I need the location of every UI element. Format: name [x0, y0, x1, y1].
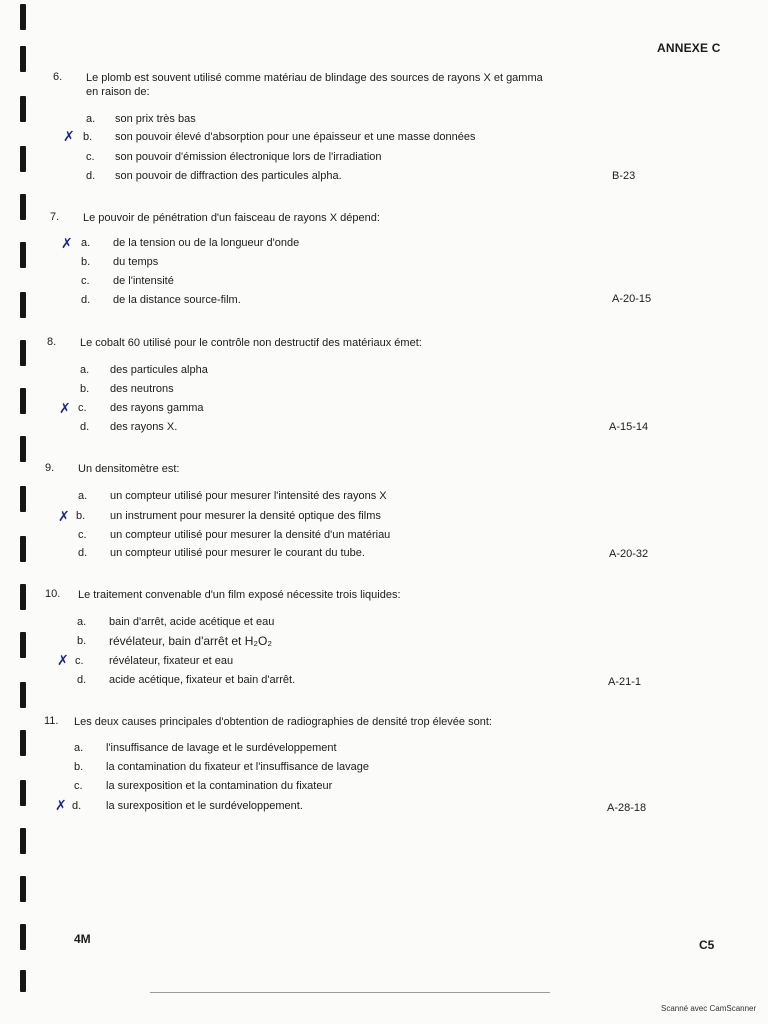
option-letter: b.	[80, 383, 90, 395]
option-letter: c.	[78, 529, 87, 541]
footer-left-code: 4M	[74, 932, 91, 946]
option-text: de la distance source-film.	[113, 294, 241, 306]
option-text: un compteur utilisé pour mesurer le courant du tube.	[110, 547, 365, 559]
question-text: Le pouvoir de pénétration d'un faisceau de rayons X dépend:	[83, 212, 380, 224]
question-number: 10.	[45, 588, 61, 600]
binding-mark	[20, 632, 26, 658]
option-letter: d.	[81, 294, 91, 306]
option-letter: a.	[80, 364, 90, 376]
check-mark-icon: ✗	[57, 652, 69, 668]
option-text: un compteur utilisé pour mesurer la densité d'un matériau	[110, 529, 391, 541]
option-text: de la tension ou de la longueur d'onde	[113, 237, 300, 249]
question-text-line: en raison de:	[86, 86, 150, 98]
option-text: des rayons X.	[110, 421, 178, 433]
option-letter: d.	[86, 170, 96, 182]
option-text: des neutrons	[110, 383, 174, 395]
option-letter: d.	[80, 421, 90, 433]
option-text: acide acétique, fixateur et bain d'arrêt.	[109, 674, 296, 686]
binding-mark	[20, 388, 26, 414]
option-letter: a.	[81, 237, 91, 249]
option-text: son pouvoir de diffraction des particules alpha.	[115, 170, 342, 182]
binding-mark	[20, 46, 26, 72]
reference-code: A-15-14	[609, 421, 649, 433]
check-mark-icon: ✗	[55, 797, 67, 813]
question-number: 6.	[53, 71, 63, 83]
option-text: des particules alpha	[110, 364, 208, 376]
scanner-watermark: Scanné avec CamScanner	[661, 1004, 757, 1013]
option-text: l'insuffisance de lavage et le surdéveloppement	[106, 742, 337, 754]
binding-mark	[20, 146, 26, 172]
check-mark-icon: ✗	[61, 235, 73, 251]
option-text: du temps	[113, 256, 159, 268]
question-number: 8.	[47, 336, 57, 348]
option-letter: d.	[72, 800, 82, 812]
option-text: bain d'arrêt, acide acétique et eau	[109, 616, 275, 628]
question-text: Un densitomètre est:	[78, 463, 180, 475]
option-letter: d.	[77, 674, 87, 686]
option-letter: b.	[76, 510, 86, 522]
check-mark-icon: ✗	[58, 508, 70, 524]
option-text: son prix très bas	[115, 113, 196, 125]
reference-code: A-21-1	[608, 676, 642, 688]
option-letter: b.	[77, 635, 87, 647]
binding-mark	[20, 924, 26, 950]
binding-mark	[20, 194, 26, 220]
option-letter: b.	[81, 256, 91, 268]
binding-mark	[20, 584, 26, 610]
question-text: Le cobalt 60 utilisé pour le contrôle non destructif des matériaux émet:	[80, 337, 422, 349]
binding-mark	[20, 242, 26, 268]
reference-code: A-28-18	[607, 802, 647, 814]
option-text: la surexposition et le surdéveloppement.	[106, 800, 303, 812]
binding-mark	[20, 340, 26, 366]
question-text-line: Le plomb est souvent utilisé comme matériau de blindage des sources de rayons X et gamma	[86, 72, 543, 84]
option-letter: a.	[86, 113, 96, 125]
binding-mark	[20, 96, 26, 122]
page-number: C5	[699, 938, 715, 952]
binding-mark	[20, 536, 26, 562]
question-text: Le traitement convenable d'un film exposé nécessite trois liquides:	[78, 589, 401, 601]
binding-mark	[20, 4, 26, 30]
binding-mark	[20, 682, 26, 708]
question-text: Les deux causes principales d'obtention de radiographies de densité trop élevée sont:	[74, 716, 492, 728]
reference-code: A-20-32	[609, 548, 649, 560]
option-letter: b.	[83, 131, 93, 143]
binding-mark	[20, 730, 26, 756]
option-letter: a.	[78, 490, 88, 502]
binding-mark	[20, 828, 26, 854]
option-letter: a.	[74, 742, 84, 754]
option-text: son pouvoir d'émission électronique lors de l'irradiation	[115, 151, 382, 163]
option-letter: c.	[75, 655, 84, 667]
option-letter: d.	[78, 547, 88, 559]
binding-mark	[20, 292, 26, 318]
binding-mark	[20, 436, 26, 462]
reference-code: B-23	[612, 170, 636, 182]
option-text: révélateur, bain d'arrêt et H₂O₂	[109, 634, 273, 648]
option-text: de l'intensité	[113, 275, 174, 287]
reference-code: A-20-15	[612, 293, 652, 305]
option-letter: a.	[77, 616, 87, 628]
option-text: révélateur, fixateur et eau	[109, 655, 234, 667]
check-mark-icon: ✗	[63, 128, 75, 144]
option-text: la surexposition et la contamination du fixateur	[106, 780, 333, 792]
annexe-header: ANNEXE C	[657, 41, 721, 55]
option-letter: c.	[81, 275, 90, 287]
option-letter: c.	[74, 780, 83, 792]
scan-noise-line	[150, 992, 550, 993]
option-text: un instrument pour mesurer la densité optique des films	[110, 510, 381, 522]
question-text	[86, 71, 606, 99]
option-letter: c.	[86, 151, 95, 163]
option-text: la contamination du fixateur et l'insuffisance de lavage	[106, 761, 370, 773]
binding-mark	[20, 486, 26, 512]
question-number: 7.	[50, 211, 60, 223]
option-letter: c.	[78, 402, 87, 414]
question-number: 9.	[45, 462, 55, 474]
option-text: un compteur utilisé pour mesurer l'intensité des rayons X	[110, 490, 387, 502]
binding-mark	[20, 780, 26, 806]
option-text: son pouvoir élevé d'absorption pour une épaisseur et une masse données	[115, 131, 476, 143]
binding-mark	[20, 876, 26, 902]
option-letter: b.	[74, 761, 84, 773]
check-mark-icon: ✗	[59, 400, 71, 416]
binding-mark	[20, 970, 26, 992]
option-text: des rayons gamma	[110, 402, 204, 414]
question-number: 11.	[44, 715, 59, 727]
